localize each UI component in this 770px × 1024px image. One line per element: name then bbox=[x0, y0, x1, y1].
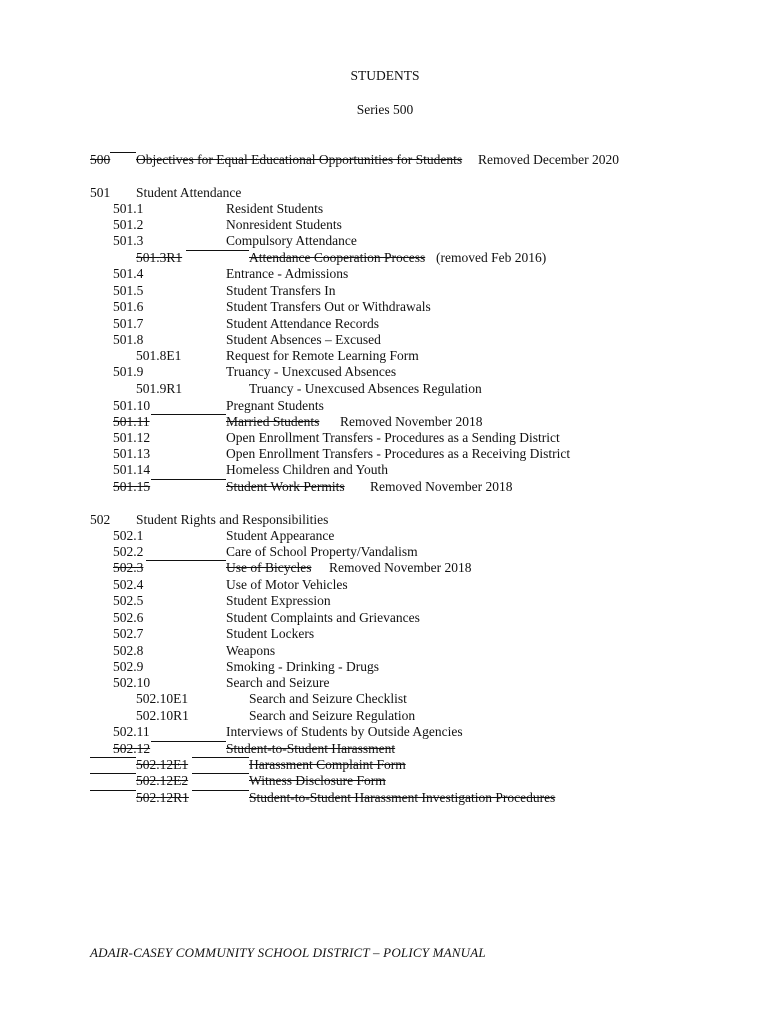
policy-title: Open Enrollment Transfers - Procedures as a Sending District bbox=[226, 430, 560, 445]
series-501-number: 501 bbox=[90, 185, 111, 200]
policy-number: 502.7 bbox=[113, 626, 144, 641]
strike-connector bbox=[192, 773, 249, 774]
series-502-title: Student Rights and Responsibilities bbox=[136, 512, 329, 527]
policy-note: Removed November 2018 bbox=[329, 560, 472, 575]
policy-title: Student-to-Student Harassment bbox=[226, 741, 396, 756]
policy-number: 502.12R1 bbox=[136, 790, 189, 805]
policy-title: Student Attendance Records bbox=[226, 316, 379, 331]
policy-title: Homeless Children and Youth bbox=[226, 462, 388, 477]
policy-title: Truancy - Unexcused Absences Regulation bbox=[249, 381, 482, 396]
policy-title: Truancy - Unexcused Absences bbox=[226, 364, 397, 379]
policy-number: 501.13 bbox=[113, 446, 151, 461]
policy-title: Attendance Cooperation Process bbox=[249, 250, 426, 265]
policy-title: Search and Seizure Regulation bbox=[249, 708, 416, 723]
policy-title: Care of School Property/Vandalism bbox=[226, 544, 418, 559]
policy-number: 502.1 bbox=[113, 528, 144, 543]
policy-title: Resident Students bbox=[226, 201, 324, 216]
policy-number: 501.11 bbox=[113, 414, 150, 429]
policy-number: 502.10R1 bbox=[136, 708, 189, 723]
policy-title: Pregnant Students bbox=[226, 398, 324, 413]
policy-title: Student Appearance bbox=[226, 528, 335, 543]
policy-title: Student Transfers In bbox=[226, 283, 336, 298]
policy-number: 501.8E1 bbox=[136, 348, 182, 363]
strike-connector bbox=[146, 560, 226, 561]
policy-title: Request for Remote Learning Form bbox=[226, 348, 419, 363]
policy-title: Use of Motor Vehicles bbox=[226, 577, 348, 592]
strike-connector bbox=[192, 757, 249, 758]
policy-title: Search and Seizure Checklist bbox=[249, 691, 407, 706]
policy-title: Weapons bbox=[226, 643, 276, 658]
policy-number: 502.3 bbox=[113, 560, 144, 575]
strike-connector bbox=[186, 250, 249, 251]
policy-title: Witness Disclosure Form bbox=[249, 773, 386, 788]
policy-title: Student Expression bbox=[226, 593, 331, 608]
policy-title: Student-to-Student Harassment Investigation Procedures bbox=[249, 790, 556, 805]
policy-number: 501.9 bbox=[113, 364, 144, 379]
policy-title: Entrance - Admissions bbox=[226, 266, 349, 281]
policy-number: 502.2 bbox=[113, 544, 144, 559]
page-title: STUDENTS bbox=[350, 68, 420, 83]
policy-title: Interviews of Students by Outside Agencies bbox=[226, 724, 463, 739]
policy-note: Removed November 2018 bbox=[340, 414, 483, 429]
policy-title: Student Lockers bbox=[226, 626, 315, 641]
strike-connector bbox=[110, 152, 136, 153]
policy-number: 501.5 bbox=[113, 283, 144, 298]
policy-note: (removed Feb 2016) bbox=[436, 250, 547, 265]
policy-title: Harassment Complaint Form bbox=[249, 757, 406, 772]
policy-number: 502.4 bbox=[113, 577, 144, 592]
policy-title: Student Absences – Excused bbox=[226, 332, 381, 347]
series-500-number: 500 bbox=[90, 152, 111, 167]
page-subtitle: Series 500 bbox=[356, 102, 414, 117]
policy-number: 501.1 bbox=[113, 201, 144, 216]
series-500-title: Objectives for Equal Educational Opportunities for Students bbox=[136, 152, 463, 167]
strike-connector bbox=[90, 790, 136, 791]
policy-number: 501.8 bbox=[113, 332, 144, 347]
series-502-number: 502 bbox=[90, 512, 111, 527]
policy-number: 502.12E2 bbox=[136, 773, 189, 788]
policy-number: 501.7 bbox=[113, 316, 144, 331]
policy-title: Smoking - Drinking - Drugs bbox=[226, 659, 379, 674]
policy-number: 501.12 bbox=[113, 430, 151, 445]
policy-number: 502.10 bbox=[113, 675, 151, 690]
policy-title: Student Work Permits bbox=[226, 479, 345, 494]
policy-number: 501.3 bbox=[113, 233, 144, 248]
policy-number: 501.15 bbox=[113, 479, 151, 494]
strike-connector bbox=[192, 790, 249, 791]
policy-number: 502.10E1 bbox=[136, 691, 189, 706]
page-footer: ADAIR-CASEY COMMUNITY SCHOOL DISTRICT – POLICY MANUAL bbox=[90, 945, 486, 960]
strike-connector bbox=[90, 757, 136, 758]
policy-title: Student Transfers Out or Withdrawals bbox=[226, 299, 431, 314]
policy-number: 502.9 bbox=[113, 659, 144, 674]
policy-title: Use of Bicycles bbox=[226, 560, 312, 575]
policy-number: 501.2 bbox=[113, 217, 144, 232]
policy-number: 502.12 bbox=[113, 741, 151, 756]
policy-title: Open Enrollment Transfers - Procedures as a Receiving District bbox=[226, 446, 571, 461]
strike-connector bbox=[151, 479, 226, 480]
policy-number: 501.6 bbox=[113, 299, 144, 314]
policy-number: 502.6 bbox=[113, 610, 144, 625]
strike-connector bbox=[151, 741, 226, 742]
strike-connector bbox=[151, 414, 226, 415]
policy-number: 502.5 bbox=[113, 593, 144, 608]
policy-title: Compulsory Attendance bbox=[226, 233, 357, 248]
policy-number: 501.10 bbox=[113, 398, 151, 413]
policy-number: 502.12E1 bbox=[136, 757, 189, 772]
policy-number: 501.3R1 bbox=[136, 250, 183, 265]
policy-number: 501.9R1 bbox=[136, 381, 183, 396]
policy-title: Married Students bbox=[226, 414, 320, 429]
policy-number: 502.8 bbox=[113, 643, 144, 658]
policy-title: Nonresident Students bbox=[226, 217, 342, 232]
series-501-title: Student Attendance bbox=[136, 185, 242, 200]
policy-number: 501.14 bbox=[113, 462, 151, 477]
policy-number: 501.4 bbox=[113, 266, 144, 281]
series-500-note: Removed December 2020 bbox=[478, 152, 619, 167]
strike-connector bbox=[90, 773, 136, 774]
policy-note: Removed November 2018 bbox=[370, 479, 513, 494]
policy-title: Search and Seizure bbox=[226, 675, 330, 690]
policy-number: 502.11 bbox=[113, 724, 150, 739]
policy-title: Student Complaints and Grievances bbox=[226, 610, 420, 625]
